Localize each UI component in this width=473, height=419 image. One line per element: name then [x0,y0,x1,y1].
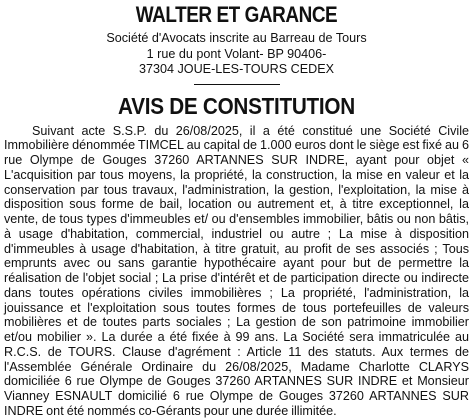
firm-bar-line: Société d'Avocats inscrite au Barreau de Tours [106,31,367,45]
notice-body: Suivant acte S.S.P. du 26/08/2025, il a été constitué une Société Civile Immobilière dénommée TIMCEL au capital de 1.000 euros dont le siège est fixé au 6 rue Olympe de Gouges 37260 ARTANNES SUR INDRE, ayant pour objet « L'acquisition par tous moyens, la propriété, la construction, la mise en valeur et la conservation par tous travaux, l'administration, la gestion, l'exploitation, la mise à disposition sous forme de bail, location ou autrement et, à titre exceptionnel, la vente, de tous types d'immeubles et/ ou d'ensembles immobilier, bâtis ou non bâtis, à usage d'habitation, commercial, industriel ou autre ; La mise à disposition d'immeubles à usage d'habitation, à titre gratuit, au profit de ses associés ; Tous emprunts avec ou sans garantie hypothécaire ayant pour but de permettre la réalisation de l'objet social ; La prise d'intérêt et de participation directe ou indirecte dans toutes opérations civiles immobilières ; La propriété, l'administration, la jouissance et l'exploitation sous toutes formes de tous portefeuilles de valeurs mobilières et de toutes parts sociales ; La gestion de son patrimoine immobilier et/ou mobilier ». La durée a été fixée à 99 ans. La Société sera immatriculée au R.C.S. de TOURS. Clause d'agrément : Article 11 des statuts. Aux termes de l'Assemblée Générale Ordinaire du 26/08/2025, Madame Charlotte CLARYS domiciliée 6 rue Olympe de Gouges 37260 ARTANNES SUR INDRE et Monsieur Vianney ESNAULT domicilié 6 rue Olympe de Gouges 37260 ARTANNES SUR INDRE ont été nommés co-Gérants pour une durée illimitée. [4,123,469,418]
divider [194,84,280,85]
firm-city-line: 37304 JOUE-LES-TOURS CEDEX [138,62,335,76]
firm-street-line: 1 rue du pont Volant- BP 90406- [146,46,327,61]
firm-name: WALTER ET GARANCE [135,2,338,27]
legal-notice [0,3,473,418]
notice-title: AVIS DE CONSTITUTION [118,92,355,119]
firm-address-block [4,31,469,78]
